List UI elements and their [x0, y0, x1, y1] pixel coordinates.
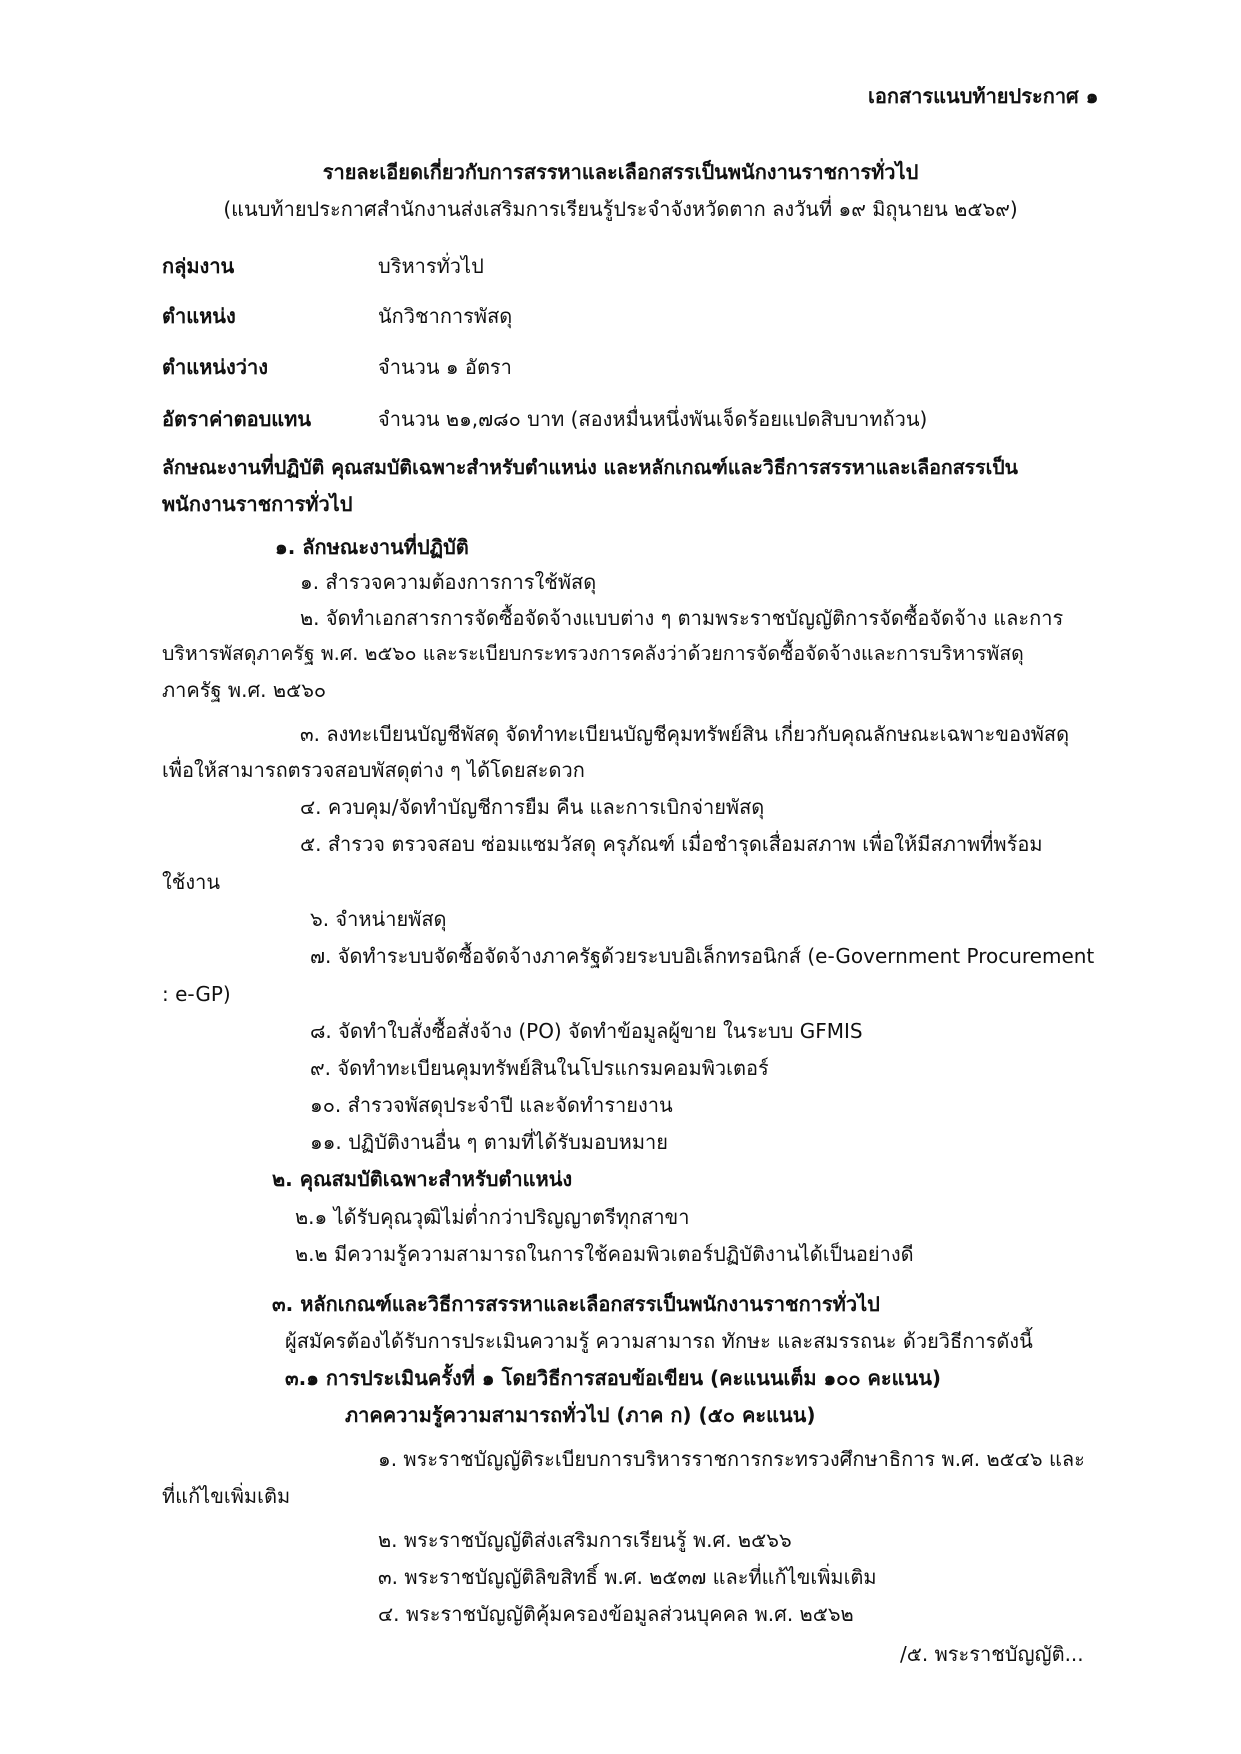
section2-item1: ๒.๑ ได้รับคุณวุฒิไม่ต่ำกว่าปริญญาตรีทุกสาขา	[295, 1205, 690, 1229]
section1-item8: ๘. จัดทำใบสั่งซื้อสั่งจ้าง (PO) จัดทำข้อมูลผู้ขาย ในระบบ GFMIS	[310, 1019, 863, 1043]
main-heading-line1: ลักษณะงานที่ปฏิบัติ คุณสมบัติเฉพาะสำหรับตำแหน่ง และหลักเกณฑ์และวิธีการสรรหาและเลือกสรรเป็น	[162, 456, 1018, 479]
section3-heading: ๓. หลักเกณฑ์และวิธีการสรรหาและเลือกสรรเป็นพนักงานราชการทั่วไป	[272, 1292, 880, 1316]
section1-item5-line2: ใช้งาน	[162, 870, 221, 894]
section3-sub1-heading: ๓.๑ การประเมินครั้งที่ ๑ โดยวิธีการสอบข้อเขียน (คะแนนเต็ม ๑๐๐ คะแนน)	[285, 1366, 942, 1390]
section1-item9: ๙. จัดทำทะเบียนคุมทรัพย์สินในโปรแกรมคอมพิวเตอร์	[310, 1056, 769, 1080]
document-title: รายละเอียดเกี่ยวกับการสรรหาและเลือกสรรเป็นพนักงานราชการทั่วไป	[322, 160, 919, 184]
field-label-position: ตำแหน่ง	[162, 304, 236, 328]
section1-item3-line1: ๓. ลงทะเบียนบัญชีพัสดุ จัดทำทะเบียนบัญชีคุมทรัพย์สิน เกี่ยวกับคุณลักษณะเฉพาะของพัสดุ	[300, 722, 1070, 746]
section2-item2: ๒.๒ มีความรู้ความสามารถในการใช้คอมพิวเตอร์ปฏิบัติงานได้เป็นอย่างดี	[295, 1242, 914, 1266]
law1-line2: ที่แก้ไขเพิ่มเติม	[162, 1484, 291, 1508]
section1-item6: ๖. จำหน่ายพัสดุ	[310, 907, 447, 931]
field-label-work-group: กลุ่มงาน	[162, 254, 235, 278]
law3: ๓. พระราชบัญญัติลิขสิทธิ์ พ.ศ. ๒๕๓๗ และที่แก้ไขเพิ่มเติม	[378, 1565, 877, 1589]
continuation-note: /๕. พระราชบัญญัติ...	[900, 1642, 1084, 1666]
law2: ๒. พระราชบัญญัติส่งเสริมการเรียนรู้ พ.ศ. ๒๕๖๖	[378, 1528, 792, 1552]
section1-item1: ๑. สำรวจความต้องการการใช้พัสดุ	[300, 570, 597, 594]
field-label-compensation: อัตราค่าตอบแทน	[162, 407, 312, 431]
section1-item2-line1: ๒. จัดทำเอกสารการจัดซื้อจัดจ้างแบบต่าง ๆ ตามพระราชบัญญัติการจัดซื้อจัดจ้าง และการ	[300, 606, 1064, 630]
field-value-compensation: จำนวน ๒๑,๗๘๐ บาท (สองหมื่นหนึ่งพันเจ็ดร้อยแปดสิบบาทถ้วน)	[378, 407, 928, 431]
field-value-vacancy: จำนวน ๑ อัตรา	[378, 355, 512, 379]
section1-item10: ๑๐. สำรวจพัสดุประจำปี และจัดทำรายงาน	[310, 1093, 673, 1117]
section2-heading: ๒. คุณสมบัติเฉพาะสำหรับตำแหน่ง	[272, 1167, 573, 1191]
section1-item4: ๔. ควบคุม/จัดทำบัญชีการยืม คืน และการเบิกจ่ายพัสดุ	[300, 795, 765, 819]
main-heading-line2: พนักงานราชการทั่วไป	[162, 492, 353, 516]
field-value-position: นักวิชาการพัสดุ	[378, 304, 513, 328]
section1-item2-line2: บริหารพัสดุภาครัฐ พ.ศ. ๒๕๖๐ และระเบียบกระทรวงการคลังว่าด้วยการจัดซื้อจัดจ้างและการบริหารพัสดุ	[162, 642, 1024, 665]
document-subtitle: (แนบท้ายประกาศสำนักงานส่งเสริมการเรียนรู้ประจำจังหวัดตาก ลงวันที่ ๑๙ มิถุนายน ๒๕๖๙)	[223, 197, 1018, 221]
section1-heading: ๑. ลักษณะงานที่ปฏิบัติ	[275, 535, 469, 559]
section1-item7-line1: ๗. จัดทำระบบจัดซื้อจัดจ้างภาครัฐด้วยระบบอิเล็กทรอนิกส์ (e-Government Procurement	[310, 944, 1095, 968]
section3-intro: ผู้สมัครต้องได้รับการประเมินความรู้ ความสามารถ ทักษะ และสมรรถนะ ด้วยวิธีการดังนี้	[285, 1329, 1033, 1353]
section1-item7-line2: : e-GP)	[162, 982, 231, 1006]
section1-item2-line3: ภาครัฐ พ.ศ. ๒๕๖๐	[162, 678, 327, 702]
field-label-vacancy: ตำแหน่งว่าง	[162, 355, 268, 379]
part-a-heading: ภาคความรู้ความสามารถทั่วไป (ภาค ก) (๕๐ คะแนน)	[345, 1403, 816, 1427]
law4: ๔. พระราชบัญญัติคุ้มครองข้อมูลส่วนบุคคล พ.ศ. ๒๕๖๒	[378, 1602, 854, 1626]
section1-item3-line2: เพื่อให้สามารถตรวจสอบพัสดุต่าง ๆ ได้โดยสะดวก	[162, 758, 585, 782]
attachment-label: เอกสารแนบท้ายประกาศ ๑	[868, 84, 1099, 108]
field-value-work-group: บริหารทั่วไป	[378, 254, 484, 278]
section1-item5-line1: ๕. สำรวจ ตรวจสอบ ซ่อมแซมวัสดุ ครุภัณฑ์ เมื่อชำรุดเสื่อมสภาพ เพื่อให้มีสภาพที่พร้อม	[300, 832, 1043, 856]
section1-item11: ๑๑. ปฏิบัติงานอื่น ๆ ตามที่ได้รับมอบหมาย	[310, 1130, 668, 1154]
law1-line1: ๑. พระราชบัญญัติระเบียบการบริหารราชการกระทรวงศึกษาธิการ พ.ศ. ๒๕๔๖ และ	[378, 1447, 1085, 1471]
